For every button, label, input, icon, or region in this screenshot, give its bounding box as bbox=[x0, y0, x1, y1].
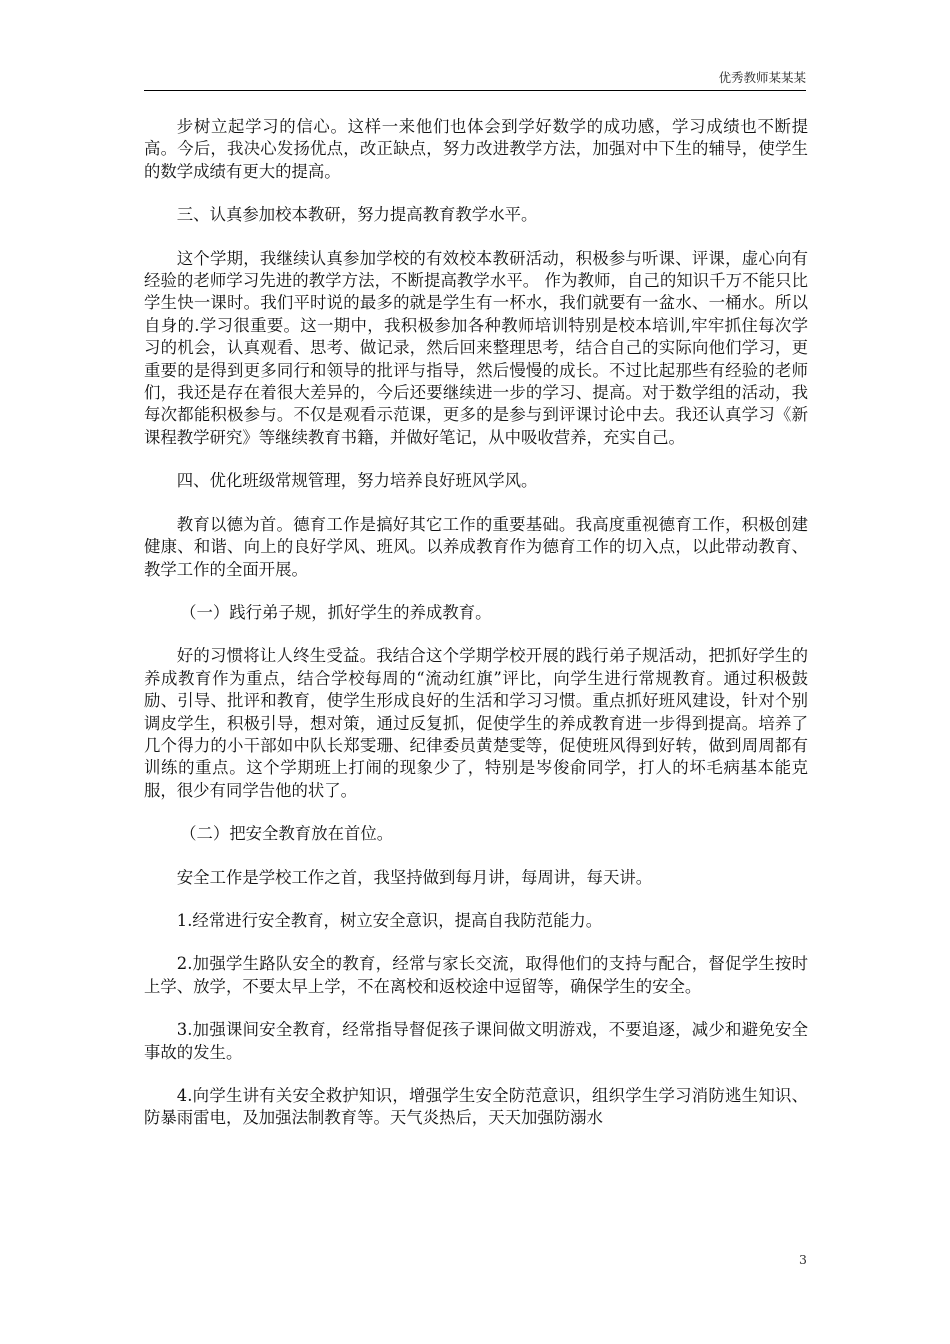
subheading-2: （二）把安全教育放在首位。 bbox=[180, 824, 394, 844]
paragraph-safety-intro: 安全工作是学校工作之首，我坚持做到每月讲，每周讲，每天讲。 bbox=[176, 867, 653, 887]
paragraph-moral-education: 教育以德为首。德育工作是搞好其它工作的重要基础。我高度重视德育工作，积极创建健康、和谐、向上的良好学风、班风。以养成教育作为德育工作的切入点，以此带动教育、教学工作的全面开展。 bbox=[144, 514, 808, 579]
list-item-3: 3.加强课间安全教育，经常指导督促孩子课间做文明游戏，不要追逐，减少和避免安全事故的发生。 bbox=[144, 1020, 808, 1062]
list-item-2: 2.加强学生路队安全的教育，经常与家长交流，取得他们的支持与配合，督促学生按时上学、放学，不要太早上学，不在离校和返校途中逗留等，确保学生的安全。 bbox=[144, 954, 808, 996]
header-author: 优秀教师某某某 bbox=[718, 70, 806, 85]
paragraph-1: 步树立起学习的信心。这样一来他们也体会到学好数学的成功感，学习成绩也不断提高。今后，我决心发扬优点，改正缺点，努力改进教学方法，加强对中下生的辅导，使学生的数学成绩有更大的提高。 bbox=[144, 117, 808, 181]
list-item-1: 1.经常进行安全教育，树立安全意识，提高自我防范能力。 bbox=[176, 910, 603, 930]
page-number: 3 bbox=[799, 1252, 807, 1267]
paragraph-habits: 好的习惯将让人终生受益。我结合这个学期学校开展的践行弟子规活动，把抓好学生的养成教育作为重点，结合学校每周的“流动红旗”评比，向学生进行常规教育。通过积极鼓励、引导、批评和教育，使学生形成良好的生活和学习习惯。重点抓好班风建设，针对个别调皮学生，积极引导，想对策，通过反复抓，促使学生的养成教育进一步得到提高。培养了几个得力的小干部如中队长郑雯珊、纪律委员黄楚雯等，促使班风得到好转，做到周周都有训练的重点。这个学期班上打闹的现象少了，特别是岑俊俞同学，打人的坏毛病基本能克服，很少有同学告他的状了。 bbox=[144, 646, 808, 800]
paragraph-teaching-research: 这个学期，我继续认真参加学校的有效校本教研活动，积极参与听课、评课，虚心向有经验的老师学习先进的教学方法，不断提高教学水平。 作为教师，自己的知识千万不能只比学生快一课时。我们平时说的最多的就是学生有一杯水，我们就要有一盆水、一桶水。所以自身的.学习很重要。这一期中，我积极参加各种教师培训特别是校本培训,牢牢抓住每次学习的机会，认真观看、思考、做记录，然后回来整理思考，结合自己的实际向他们学习，更重要的是得到更多同行和领导的批评与指导，然后慢慢的成长。不过比起那些有经验的老师们，我还是存在着很大差异的，今后还要继续进一步的学习、提高。对于数学组的活动，我每次都能积极参与。不仅是观看示范课，更多的是参与到评课讨论中去。我还认真学习《新课程教学研究》等继续教育书籍，并做好笔记，从中吸收营养，充实自己。 bbox=[144, 248, 808, 447]
section-heading-4: 四、优化班级常规管理，努力培养良好班风学风。 bbox=[176, 471, 538, 491]
section-heading-3: 三、认真参加校本教研，努力提高教育教学水平。 bbox=[176, 205, 538, 225]
document-body bbox=[144, 116, 808, 1151]
list-item-4: 4.向学生讲有关安全救护知识，增强学生安全防范意识，组织学生学习消防逃生知识、防暴雨雷电，及加强法制教育等。天气炎热后，天天加强防溺水 bbox=[144, 1086, 808, 1128]
page-header bbox=[144, 64, 806, 91]
subheading-1: （一）践行弟子规，抓好学生的养成教育。 bbox=[180, 602, 492, 622]
